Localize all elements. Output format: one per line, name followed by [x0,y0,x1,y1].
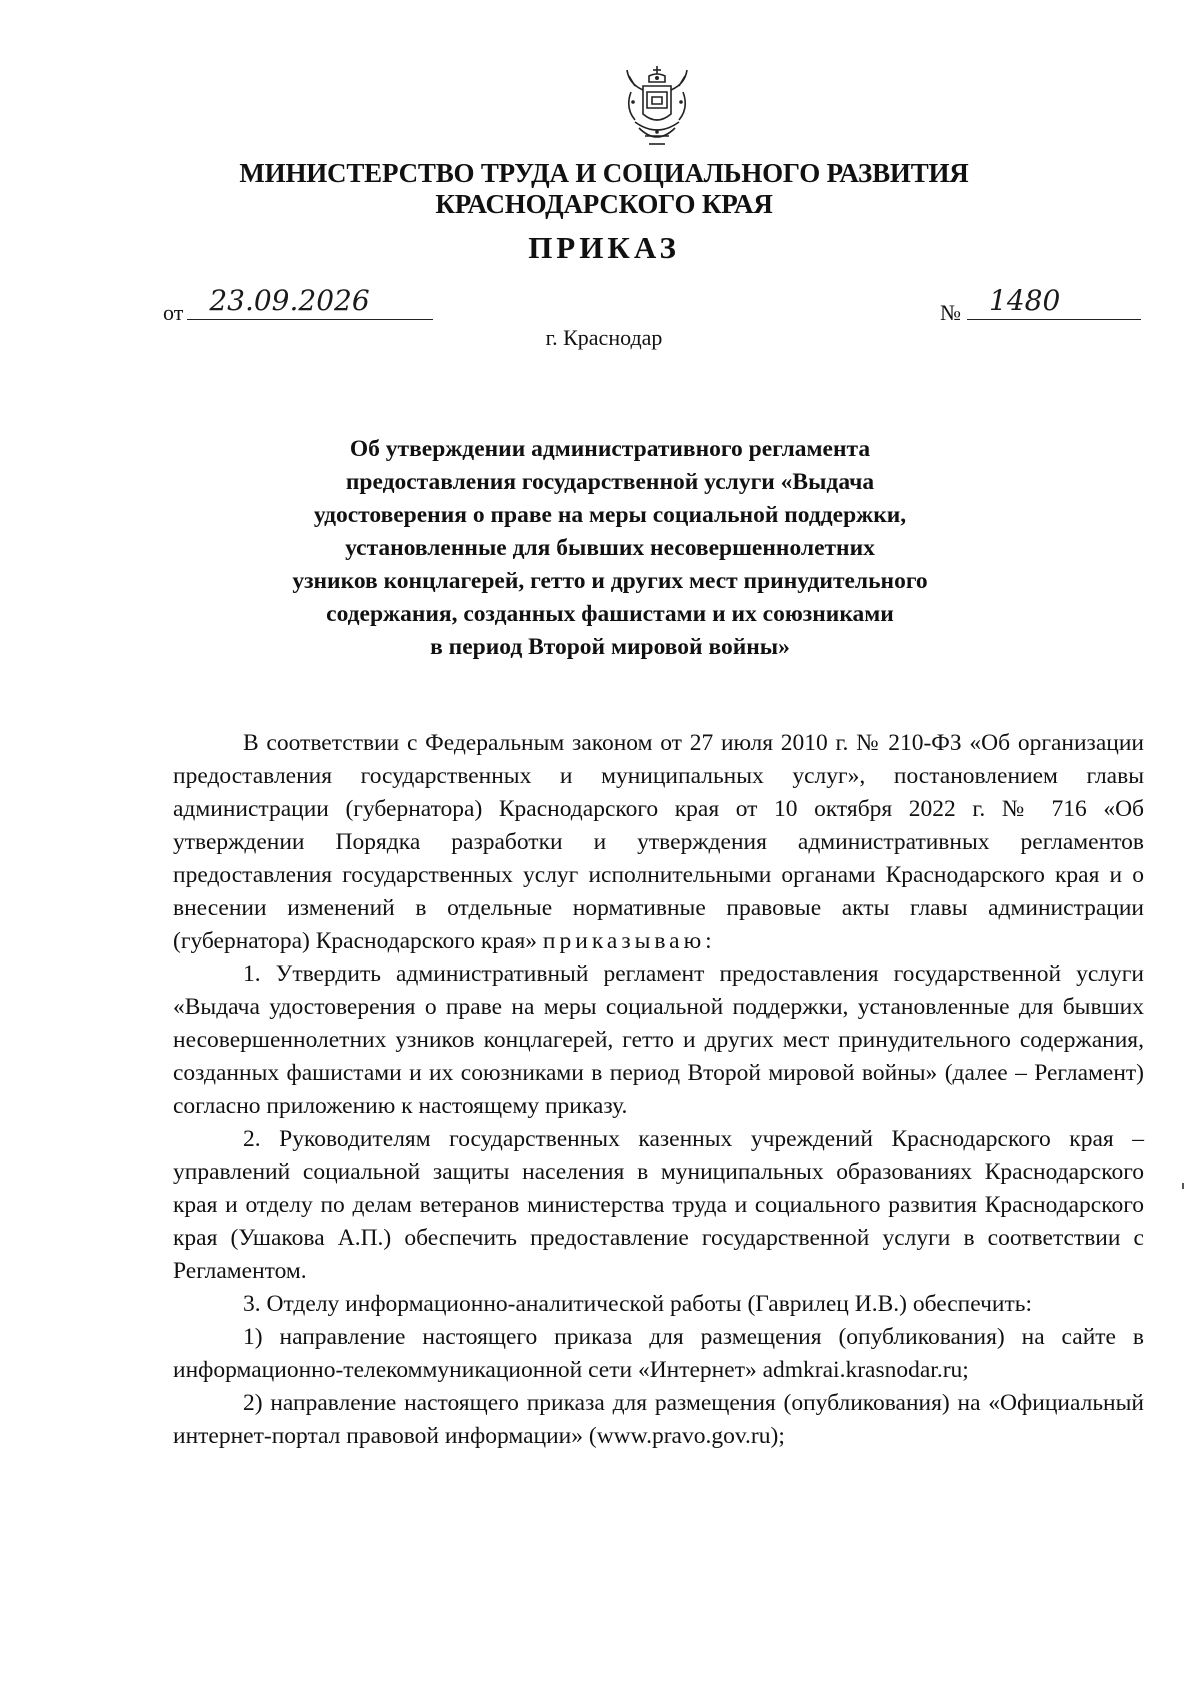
ministry-line-2: КРАСНОДАРСКОГО КРАЯ [435,189,773,219]
date-field [163,284,433,326]
item-3-2-paragraph: 2) направление настоящего приказа для размещения (опубликования) на «Официальный интернет-портал правовой информации» (www.pravo.gov.ru); [173,1390,1144,1449]
order-body [173,727,1144,1453]
item-3-paragraph: 3. Отделу информационно-аналитической работы (Гаврилец И.В.) обеспечить: [243,1291,1033,1317]
ministry-line-1: МИНИСТЕРСТВО ТРУДА И СОЦИАЛЬНОГО РАЗВИТИЯ [239,158,969,188]
item-2-paragraph: 2. Руководителям государственных казенных учреждений Краснодарского края – управлений социальной защиты населения в муниципальных образованиях Краснодарского края и отделу по делам ветеранов министерства труда и социального развития Краснодарского края (Ушакова А.П.) обеспечить предоставление государственной услуги в соответствии с Регламентом. [173,1126,1144,1284]
item-1-paragraph: 1. Утвердить административный регламент предоставления государственной услуги «Выдача удостоверения о праве на меры социальной поддержки, установленные для бывших несовершеннолетних узников концлагерей, гетто и других мест принудительного содержания, созданных фашистами и их союзниками в период Второй мировой войны» (далее – Регламент) согласно приложению к настоящему приказу. [173,961,1144,1119]
scan-mark [1182,1183,1184,1189]
city-name: г. Краснодар [545,325,663,350]
coat-of-arms-emblem [621,62,693,152]
subject-line: Об утверждении административного регламента [349,436,871,462]
number-prefix: № [940,300,961,325]
date-underline [187,284,433,320]
item-3-1-paragraph: 1) направление настоящего приказа для размещения (опубликования) на сайте в информационно-телекоммуникационной сети «Интернет» admkrai.krasnodar.ru; [173,1324,1144,1383]
subject-line: узников концлагерей, гетто и других мест принудительного [292,568,928,594]
subject-line: в период Второй мировой войны» [430,634,790,660]
handwritten-date: 23.09.2026 [209,284,370,317]
subject-line: удостоверения о праве на меры социальной поддержки, [313,502,907,528]
document-type-title: ПРИКАЗ [528,230,680,265]
subject-line: содержания, созданных фашистами и их союзниками [326,601,894,627]
ministry-name [0,158,1200,220]
date-prefix: от [163,300,184,325]
handwritten-number: 1480 [989,284,1061,317]
preamble-text: В соответствии с Федеральным законом от 27 июля 2010 г. № 210-ФЗ «Об организации предоставления государственных и муниципальных услуг», постановлением главы администрации (губернатора) Краснодарского края от 10 октября 2022 г. № 716 «Об утверждении Порядка разработки и утверждения административных регламентов предоставления государственных услуг исполнительными органами Краснодарского края и о внесении изменений в отдельные нормативные правовые акты главы администрации (губернатора) Краснодарского края» [173,730,1144,954]
subject-line: предоставления государственной услуги «Выдача [345,469,875,495]
preamble-paragraph [173,727,1144,958]
number-field [940,284,1141,326]
order-subject [230,433,990,664]
order-word: приказываю: [542,928,716,954]
subject-line: установленные для бывших несовершеннолетних [345,535,875,561]
number-underline [967,284,1141,320]
